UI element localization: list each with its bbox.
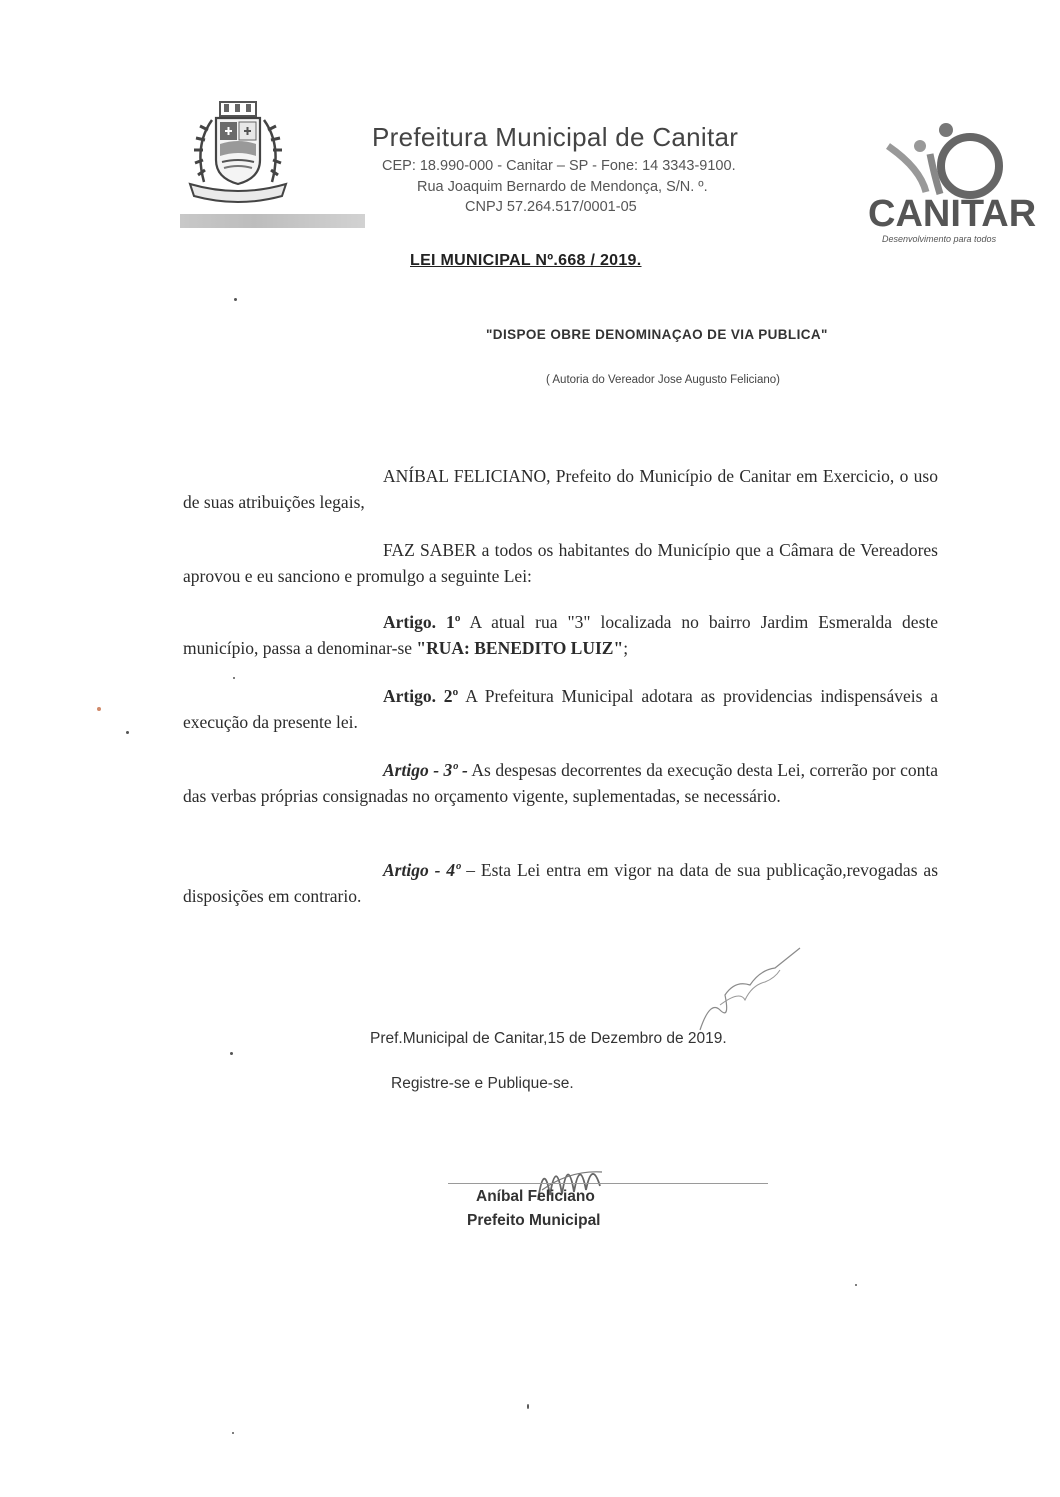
paragraph-article-1 bbox=[183, 609, 938, 661]
paragraph-article-2 bbox=[183, 683, 938, 735]
article-1-label: Artigo. 1º bbox=[383, 612, 461, 632]
header-divider-bar bbox=[180, 214, 365, 228]
signer-title: Prefeito Municipal bbox=[467, 1212, 601, 1229]
paragraph-faz-saber bbox=[183, 537, 938, 589]
paragraph-article-3 bbox=[183, 757, 938, 809]
paragraph-article-4 bbox=[183, 857, 938, 909]
coat-of-arms-seal bbox=[180, 100, 295, 210]
org-cep-line: CEP: 18.990-000 - Canitar – SP - Fone: 14 3343-9100. bbox=[382, 158, 736, 174]
scan-speck bbox=[234, 298, 237, 301]
scan-speck bbox=[126, 731, 129, 734]
law-number: LEI MUNICIPAL Nº.668 / 2019. bbox=[410, 252, 642, 269]
preamble-text: ANÍBAL FELICIANO, Prefeito do Município de Canitar em Exercicio, o uso de suas atribuições legais, bbox=[183, 466, 938, 512]
paragraph-preamble bbox=[183, 463, 938, 515]
article-1-text: A atual rua "3" localizada no bairro Jardim Esmeralda deste município, passa a denominar-se bbox=[183, 612, 939, 658]
signer-name: Aníbal Feliciano bbox=[476, 1188, 595, 1205]
faz-saber-text: FAZ SABER a todos os habitantes do Município que a Câmara de Vereadores aprovou e eu sanciono e promulgo a seguinte Lei: bbox=[183, 540, 938, 586]
date-line: Pref.Municipal de Canitar,15 de Dezembro de 2019. bbox=[370, 1030, 727, 1047]
org-address-line: Rua Joaquim Bernardo de Mendonça, S/N. º. bbox=[417, 179, 708, 195]
scan-speck bbox=[233, 677, 235, 679]
article-3-text: As despesas decorrentes da execução desta Lei, correrão por conta das verbas próprias consignadas no orçamento vigente, suplementadas, se necessário. bbox=[183, 760, 938, 806]
org-name: Prefeitura Municipal de Canitar bbox=[372, 122, 739, 152]
law-authorship: ( Autoria do Vereador Jose Augusto Feliciano) bbox=[546, 374, 780, 386]
article-3-label: Artigo - 3º - bbox=[383, 760, 468, 780]
article-1-end: ; bbox=[623, 638, 629, 658]
scan-speck bbox=[527, 1404, 529, 1409]
org-cnpj-line: CNPJ 57.264.517/0001-05 bbox=[465, 199, 637, 215]
scan-speck bbox=[855, 1284, 857, 1286]
article-2-label: Artigo. 2º bbox=[383, 686, 459, 706]
article-1-street-name: "RUA: BENEDITO LUIZ" bbox=[416, 638, 624, 658]
logo-text: CANITAR bbox=[868, 193, 1037, 235]
handwritten-initials bbox=[690, 940, 810, 1040]
logo-tagline: Desenvolvimento para todos bbox=[882, 234, 997, 244]
signature-line bbox=[448, 1183, 768, 1184]
register-line: Registre-se e Publique-se. bbox=[391, 1075, 574, 1092]
scan-speck bbox=[97, 707, 101, 711]
canitar-logo bbox=[860, 118, 1040, 248]
law-ementa: "DISPOE OBRE DENOMINAÇAO DE VIA PUBLICA" bbox=[486, 327, 828, 342]
article-4-label: Artigo - 4º bbox=[383, 860, 461, 880]
scan-speck bbox=[230, 1052, 233, 1055]
scan-speck bbox=[232, 1432, 234, 1434]
article-2-text: A Prefeitura Municipal adotara as providencias indispensáveis a execução da presente lei. bbox=[183, 686, 939, 732]
article-4-text: – Esta Lei entra em vigor na data de sua publicação,revogadas as disposições em contrario. bbox=[183, 860, 939, 906]
